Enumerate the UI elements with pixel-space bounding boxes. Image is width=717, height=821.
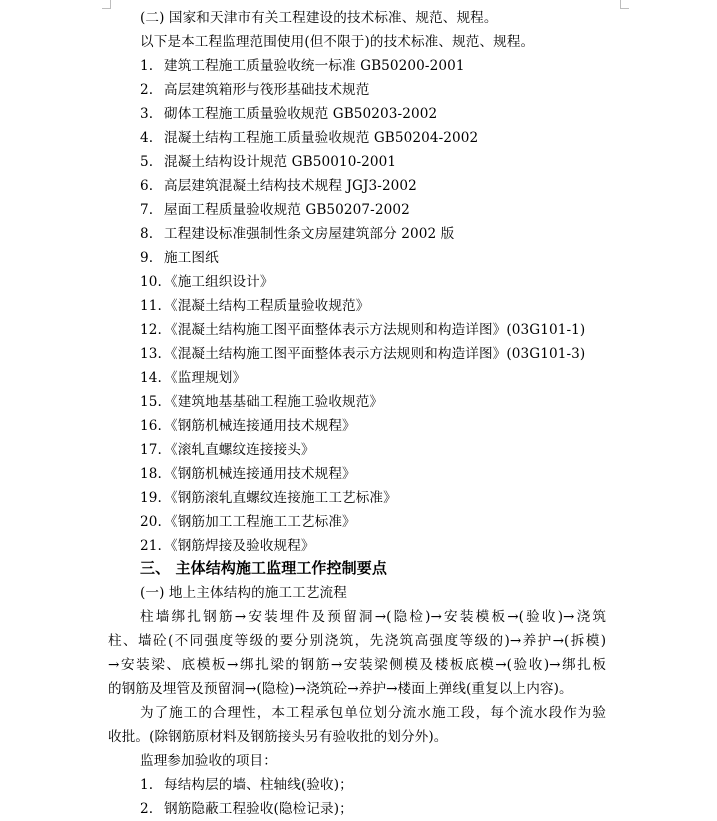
- section-2-heading: (二) 国家和天津市有关工程建设的技术标准、规范、规程。: [140, 10, 498, 26]
- standard-list-item: [140, 438, 315, 462]
- page-corner-mark-left: [102, 0, 111, 9]
- standard-list-item: [140, 174, 417, 198]
- standard-item-number: 16.: [140, 418, 162, 434]
- standard-item-text: 《钢筋滚轧直螺纹连接施工工艺标准》: [164, 490, 397, 506]
- standard-item-text: 《施工组织设计》: [164, 274, 274, 290]
- standard-item-number: 6.: [140, 178, 154, 194]
- standard-list-item: [140, 486, 397, 510]
- standard-item-number: 9.: [140, 250, 154, 266]
- standard-list-item: [140, 126, 478, 150]
- standard-item-number: 14.: [140, 370, 162, 386]
- standard-item-text: 《钢筋机械连接通用技术规程》: [164, 418, 356, 434]
- acceptance-item: [140, 797, 353, 821]
- standard-item-text: 《钢筋机械连接通用技术规程》: [164, 466, 356, 482]
- acceptance-item-text: 钢筋隐蔽工程验收(隐检记录)；: [164, 801, 353, 817]
- standard-list-item: [140, 102, 437, 126]
- standard-list-item: [140, 366, 246, 390]
- standard-item-text: 砌体工程施工质量验收规范 GB50203-2002: [164, 106, 438, 122]
- standard-item-number: 13.: [140, 346, 162, 362]
- standard-item-number: 15.: [140, 394, 162, 410]
- standard-item-number: 17.: [140, 442, 162, 458]
- standard-item-number: 3.: [140, 106, 154, 122]
- standard-item-text: 《钢筋焊接及验收规程》: [164, 538, 315, 554]
- standard-item-text: 《建筑地基基础工程施工验收规范》: [164, 394, 384, 410]
- standard-list-item: [140, 318, 585, 342]
- section-2-intro: 以下是本工程监理范围使用(但不限于)的技术标准、规范、规程。: [140, 34, 535, 50]
- standard-item-number: 7.: [140, 202, 154, 218]
- page-corner-mark-right: [620, 0, 629, 9]
- standard-list-item: [140, 198, 410, 222]
- standard-list-item: [140, 510, 356, 534]
- standard-item-number: 2.: [140, 82, 154, 98]
- standard-item-number: 1.: [140, 58, 154, 74]
- acceptance-intro: 监理参加验收的项目：: [140, 753, 277, 769]
- flow-line: →安装梁、底模板→绑扎梁的钢筋→安装梁侧模及楼板底模→(验收)→绑扎板: [108, 657, 606, 673]
- standard-item-text: 高层建筑混凝土结构技术规程 JGJ3-2002: [164, 178, 417, 194]
- standard-item-number: 10.: [140, 274, 162, 290]
- flow-line: 柱、墙砼(不同强度等级的要分别浇筑，先浇筑高强度等级的)→养护→(拆模): [108, 633, 606, 649]
- standard-item-number: 8.: [140, 226, 154, 242]
- flow-line: 的钢筋及埋管及预留洞→(隐检)→浇筑砼→养护→楼面上弹线(重复以上内容)。: [108, 681, 573, 697]
- standard-item-text: 《钢筋加工工程施工工艺标准》: [164, 514, 356, 530]
- flow-line: 柱墙绑扎钢筋→安装埋件及预留洞→(隐检)→安装模板→(验收)→浇筑: [140, 609, 606, 625]
- standard-item-number: 4.: [140, 130, 154, 146]
- standard-item-text: 施工图纸: [164, 250, 219, 266]
- standard-item-text: 工程建设标准强制性条文房屋建筑部分 2002 版: [164, 226, 455, 242]
- standard-list-item: [140, 222, 454, 246]
- standard-item-text: 混凝土结构设计规范 GB50010-2001: [164, 154, 397, 170]
- standard-list-item: [140, 150, 396, 174]
- paragraph-line: 为了施工的合理性，本工程承包单位划分流水施工段，每个流水段作为验: [140, 705, 606, 721]
- standard-list-item: [140, 246, 219, 270]
- section-3-heading: 三、 主体结构施工监理工作控制要点: [140, 559, 387, 577]
- standard-item-text: 《混凝土结构工程质量验收规范》: [164, 298, 370, 314]
- standard-list-item: [140, 414, 356, 438]
- standard-list-item: [140, 390, 383, 414]
- standard-item-text: 《监理规划》: [164, 370, 247, 386]
- standard-item-number: 5.: [140, 154, 154, 170]
- acceptance-item-number: 1.: [140, 777, 154, 793]
- standard-item-text: 《混凝土结构施工图平面整体表示方法规则和构造详图》(03G101-3): [164, 346, 586, 362]
- standard-item-text: 《混凝土结构施工图平面整体表示方法规则和构造详图》(03G101-1): [164, 322, 586, 338]
- standard-list-item: [140, 342, 585, 366]
- standard-item-number: 12.: [140, 322, 162, 338]
- standard-list-item: [140, 270, 274, 294]
- standard-item-number: 20.: [140, 514, 162, 530]
- standard-item-number: 11.: [140, 298, 162, 314]
- standard-list-item: [140, 462, 356, 486]
- paragraph-line: 收批。(除钢筋原材料及钢筋接头另有验收批的划分外)。: [108, 729, 448, 745]
- acceptance-item: [140, 773, 353, 797]
- standard-item-text: 高层建筑箱形与筏形基础技术规范: [164, 82, 370, 98]
- standard-item-number: 18.: [140, 466, 162, 482]
- standard-item-text: 《滚轧直螺纹连接接头》: [164, 442, 315, 458]
- standard-item-number: 21.: [140, 538, 162, 554]
- acceptance-item-text: 每结构层的墙、柱轴线(验收)；: [164, 777, 353, 793]
- acceptance-item-number: 2.: [140, 801, 154, 817]
- subsection-1-heading: (一) 地上主体结构的施工工艺流程: [140, 585, 347, 601]
- standard-list-item: [140, 534, 315, 558]
- standard-list-item: [140, 78, 369, 102]
- standard-item-number: 19.: [140, 490, 162, 506]
- standard-list-item: [140, 54, 465, 78]
- standard-item-text: 建筑工程施工质量验收统一标准 GB50200-2001: [164, 58, 465, 74]
- standard-item-text: 屋面工程质量验收规范 GB50207-2002: [164, 202, 410, 218]
- standard-item-text: 混凝土结构工程施工质量验收规范 GB50204-2002: [164, 130, 479, 146]
- standard-list-item: [140, 294, 369, 318]
